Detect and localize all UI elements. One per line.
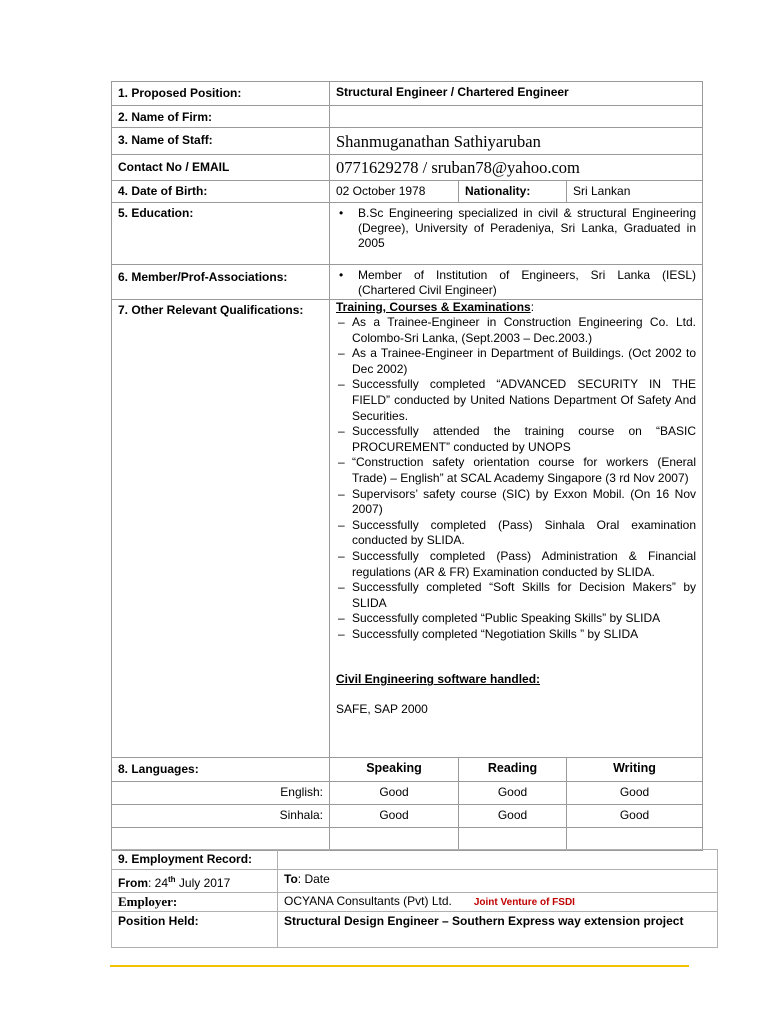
joint-venture-note: Joint Venture of FSDI	[473, 897, 575, 908]
row-language-empty	[112, 828, 703, 851]
empty-cell	[330, 828, 459, 851]
row-language-english	[112, 782, 703, 805]
training-item: – Successfully completed (Pass) Administration & Financial regulations (AR & FR) Examination conducted by SLIDA.	[336, 549, 696, 580]
row-name-of-staff	[112, 128, 703, 155]
row-position-held	[112, 912, 718, 948]
value-member-associations	[330, 265, 703, 300]
label-contact: Contact No / EMAIL	[112, 155, 330, 181]
language-reading: Good	[459, 782, 567, 805]
label-member-associations: 6. Member/Prof-Associations:	[112, 265, 330, 300]
member-item: • Member of Institution of Engineers, Sri Lanka (IESL) (Chartered Civil Engineer)	[336, 268, 696, 298]
training-item: – “Construction safety orientation course for workers (Eneral Trade) – English” at SCAL Academy Singapore (3 rd Nov 2007)	[336, 455, 696, 486]
row-member-associations	[112, 265, 703, 300]
label-employment-record: 9. Employment Record:	[112, 850, 278, 870]
header-writing: Writing	[567, 758, 703, 782]
training-item: – As a Trainee-Engineer in Construction Engineering Co. Ltd. Colombo-Sri Lanka, (Sept.2003 – Dec.2003.)	[336, 315, 696, 346]
training-item: – Successfully completed (Pass) Sinhala Oral examination conducted by SLIDA.	[336, 518, 696, 549]
software-heading: Civil Engineering software handled:	[336, 672, 541, 687]
language-speaking: Good	[330, 805, 459, 828]
education-list	[336, 206, 696, 251]
value-nationality: Sri Lankan	[567, 181, 703, 203]
label-name-of-staff: 3. Name of Staff:	[112, 128, 330, 155]
label-employer: Employer:	[112, 893, 278, 912]
value-name-of-firm	[330, 106, 703, 128]
cv-table	[111, 81, 703, 851]
employment-to: To: Date	[278, 870, 718, 893]
employment-from: From: 24th July 2017	[112, 870, 278, 893]
label-education: 5. Education:	[112, 203, 330, 265]
language-name: Sinhala:	[112, 805, 330, 828]
value-education	[330, 203, 703, 265]
value-name-of-staff: Shanmuganathan Sathiyaruban	[330, 128, 703, 155]
empty-cell	[567, 828, 703, 851]
value-employer: OCYANA Consultants (Pvt) Ltd. Joint Venture of FSDI	[278, 893, 718, 912]
label-other-qualifications: 7. Other Relevant Qualifications:	[112, 300, 330, 758]
row-employer	[112, 893, 718, 912]
software-list: SAFE, SAP 2000	[336, 702, 428, 717]
value-proposed-position: Structural Engineer / Chartered Engineer	[330, 82, 703, 106]
label-nationality: Nationality:	[459, 181, 567, 203]
training-item: – As a Trainee-Engineer in Department of Buildings. (Oct 2002 to Dec 2002)	[336, 346, 696, 377]
label-name-of-firm: 2. Name of Firm:	[112, 106, 330, 128]
header-reading: Reading	[459, 758, 567, 782]
empty-cell	[278, 850, 718, 870]
row-proposed-position	[112, 82, 703, 106]
language-reading: Good	[459, 805, 567, 828]
value-other-qualifications	[330, 300, 703, 758]
training-item: – Supervisors’ safety course (SIC) by Exxon Mobil. (On 16 Nov 2007)	[336, 487, 696, 518]
footer-divider	[110, 965, 689, 967]
row-employment-dates	[112, 870, 718, 893]
training-item: – Successfully completed “Negotiation Skills ” by SLIDA	[336, 627, 696, 643]
row-other-qualifications	[112, 300, 703, 758]
training-item: – Successfully completed “Soft Skills for Decision Makers” by SLIDA	[336, 580, 696, 611]
education-item: • B.Sc Engineering specialized in civil & structural Engineering (Degree), University of Peradeniya, Sri Lanka, Graduated in 2005	[336, 206, 696, 251]
language-writing: Good	[567, 782, 703, 805]
training-heading: Training, Courses & Examinations:	[336, 300, 535, 314]
header-speaking: Speaking	[330, 758, 459, 782]
training-item: – Successfully attended the training course on “BASIC PROCUREMENT” conducted by UNOPS	[336, 424, 696, 455]
row-name-of-firm	[112, 106, 703, 128]
label-date-of-birth: 4. Date of Birth:	[112, 181, 330, 203]
value-contact: 0771629278 / sruban78@yahoo.com	[330, 155, 703, 181]
member-list	[336, 268, 696, 298]
language-name: English:	[112, 782, 330, 805]
training-item: – Successfully completed “Public Speaking Skills” by SLIDA	[336, 611, 696, 627]
label-proposed-position: 1. Proposed Position:	[112, 82, 330, 106]
value-position-held: Structural Design Engineer – Southern Express way extension project	[278, 912, 718, 948]
value-date-of-birth: 02 October 1978	[330, 181, 459, 203]
label-position-held: Position Held:	[112, 912, 278, 948]
language-speaking: Good	[330, 782, 459, 805]
empty-cell	[112, 828, 330, 851]
label-languages: 8. Languages:	[112, 758, 330, 782]
language-writing: Good	[567, 805, 703, 828]
training-list	[336, 315, 696, 642]
training-item: – Successfully completed “ADVANCED SECURITY IN THE FIELD” conducted by United Nations Department Of Safety And Securities.	[336, 377, 696, 424]
row-languages-header	[112, 758, 703, 782]
empty-cell	[459, 828, 567, 851]
row-language-sinhala	[112, 805, 703, 828]
row-contact	[112, 155, 703, 181]
row-employment-record	[112, 850, 718, 870]
row-education	[112, 203, 703, 265]
employment-table	[111, 849, 718, 948]
row-date-of-birth	[112, 181, 703, 203]
